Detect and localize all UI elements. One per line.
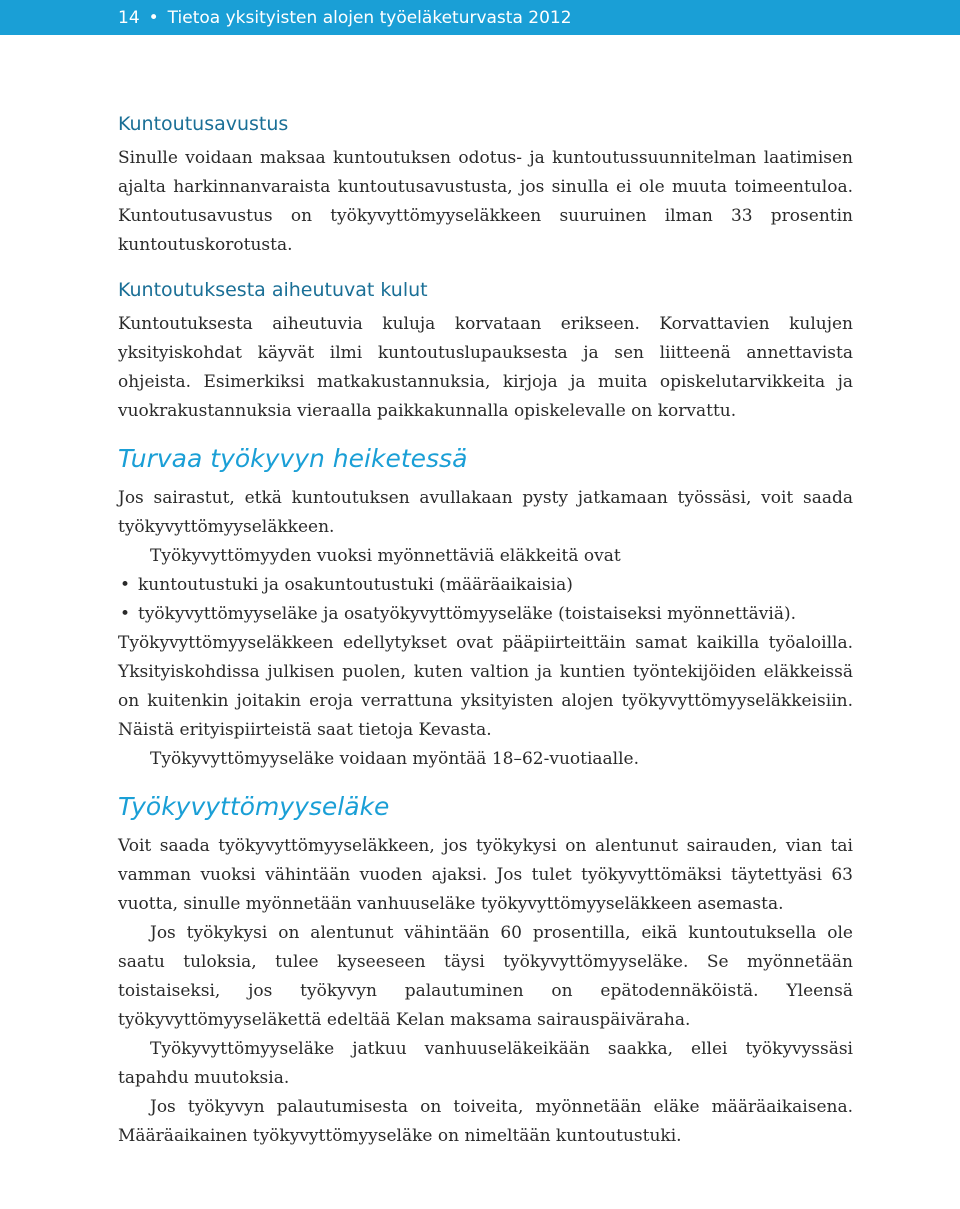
- list-item: • kuntoutustuki ja osakuntoutustuki (määräaikaisia): [118, 571, 853, 600]
- paragraph: Jos työkyvyn palautumisesta on toiveita, myönnetään eläke määräaikaisena. Määräaikainen työkyvyttömyyseläke on nimeltään kuntoutustuki.: [118, 1097, 853, 1146]
- paragraph: Voit saada työkyvyttömyyseläkkeen, jos työkykysi on alentunut sairauden, vian tai vamman vuoksi vähintään vuoden ajaksi. Jos tulet työkyvyttömäksi täytettyäsi 63 vuotta, sinulle myönnetään vanhuuseläke työkyvyttömyyseläkkeen asemasta.: [118, 836, 853, 914]
- heading-turvaa: Turvaa työkyvyn heiketessä: [118, 444, 468, 473]
- heading-kuntoutusavustus: Kuntoutusavustus: [118, 113, 289, 135]
- paragraph: Työkyvyttömyyden vuoksi myönnettäviä eläkkeitä ovat: [150, 546, 621, 566]
- page-content: [118, 110, 853, 1151]
- paragraph: Työkyvyttömyyseläkkeen edellytykset ovat pääpiirteittäin samat kaikilla työaloilla. Yksityiskohdissa julkisen puolen, kuten valtion ja kuntien työntekijöiden eläkkeissä on kuitenkin joitakin eroja verrattuna yksityisten alojen työkyvyttömyyseläkkeisiin. Näistä erityispiirteistä saat tietoja Kevasta.: [118, 633, 853, 740]
- paragraph: Kuntoutuksesta aiheutuvia kuluja korvataan erikseen. Korvattavien kulujen yksityiskohdat käyvät ilmi kuntoutuslupauksesta ja sen liitteenä annettavista ohjeista. Esimerkiksi matkakustannuksia, kirjoja ja muita opiskelutarvikkeita ja vuokrakustannuksia vieraalla paikkakunnalla opiskelevalle on korvattu.: [118, 314, 853, 421]
- heading-kulut: Kuntoutuksesta aiheutuvat kulut: [118, 279, 428, 301]
- list-item: • työkyvyttömyyseläke ja osatyökyvyttömyyseläke (toistaiseksi myönnettäviä).: [118, 600, 853, 629]
- paragraph: Työkyvyttömyyseläke voidaan myöntää 18–62-vuotiaalle.: [150, 749, 640, 769]
- paragraph: Jos työkykysi on alentunut vähintään 60 prosentilla, eikä kuntoutuksella ole saatu tuloksia, tulee kyseeseen täysi työkyvyttömyyseläke. Se myönnetään toistaiseksi, jos työkyvyn palautuminen on epätodennäköistä. Yleensä työkyvyttömyyseläkettä edeltää Kelan maksama sairauspäiväraha.: [118, 923, 853, 1030]
- heading-tyokyvyttomyyselake: Työkyvyttömyyseläke: [118, 792, 390, 821]
- header-bullet: •: [148, 7, 159, 28]
- paragraph: Työkyvyttömyyseläke jatkuu vanhuuseläkeikään saakka, ellei työkyvyssäsi tapahdu muutoksia.: [118, 1039, 853, 1088]
- paragraph: Sinulle voidaan maksaa kuntoutuksen odotus- ja kuntoutussuunnitelman laatimisen ajalta harkinnanvaraista kuntoutusavustusta, jos sinulla ei ole muuta toimeentuloa. Kuntoutusavustus on työkyvyttömyyseläkkeen suuruinen ilman 33 prosentin kuntoutuskorotusta.: [118, 148, 853, 255]
- paragraph: Jos sairastut, etkä kuntoutuksen avullakaan pysty jatkamaan työssäsi, voit saada työkyvyttömyyseläkkeen.: [118, 488, 853, 537]
- page-number: 14: [118, 7, 140, 28]
- page-header: [0, 0, 960, 35]
- publication-title: Tietoa yksityisten alojen työeläketurvasta 2012: [167, 7, 572, 28]
- pension-type-list: [118, 571, 853, 629]
